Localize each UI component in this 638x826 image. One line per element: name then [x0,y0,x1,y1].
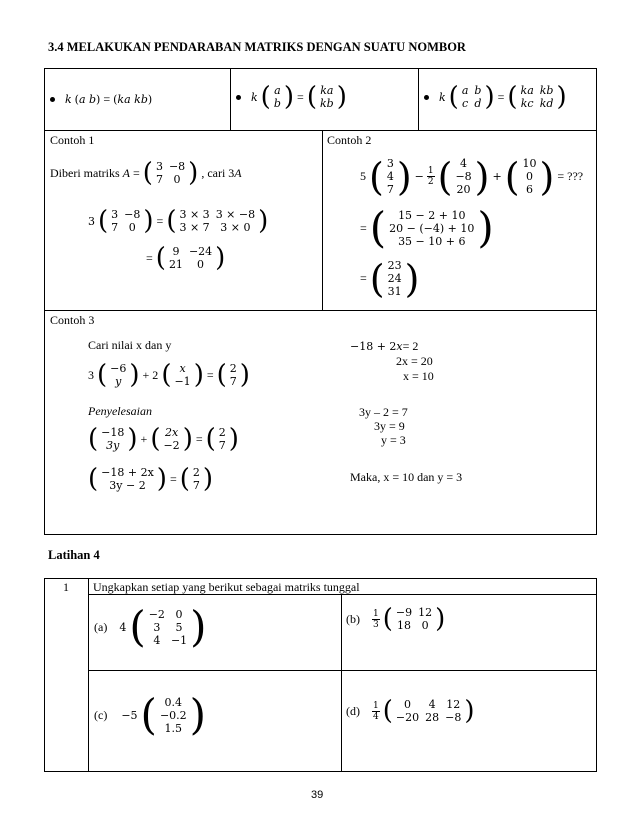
matrix-entry: −9 [395,606,413,619]
matrix-entry: 2 [229,362,237,375]
right-bracket: ) [404,256,420,301]
question-c: (c) −5 ( 0.4 −0.2 1.5 ) [94,690,207,739]
matrix-entry: 3y − 2 [109,479,146,492]
left-bracket: ( [140,690,157,739]
left-bracket: ( [150,424,161,454]
bullet-icon [236,95,241,100]
question-d: (d) $\frac{1}{4}$ ( 0 4 12 −20 28 −8 ) [346,696,475,726]
matrix [166,208,268,234]
matrix-entry: 0 [421,619,429,632]
matrix-entry: −8 [168,160,186,173]
vector [206,426,239,452]
contoh-2-expression: 5 ( 3 4 7 ) − $\frac{1}{2}$ ( 4 −8 20 ) + ( 10 0 6 ) = ??? [360,154,584,199]
matrix-entry: 0.4 [164,695,183,709]
matrix-entry: 2 [218,426,226,439]
solve-line-1: −18 + 2𝑥 = 2 [350,339,419,353]
right-bracket: ) [190,602,207,651]
rule-3: k ( a b c d ) = ( ka kb kc kd ) [424,84,570,110]
contoh-3-equation: 3 ( −6 y ) + 2 ( x −1 ) = ( 2 7 ) [88,360,250,390]
matrix [129,602,207,651]
right-bracket: ) [435,604,446,634]
contoh-1-title: Contoh 1 [50,133,95,147]
matrix-entry: b [273,97,281,110]
matrix-entry: 0 [175,607,183,621]
right-bracket: ) [182,424,193,454]
left-bracket: ( [205,424,216,454]
matrix-entry: 3 × 3 [179,208,210,221]
matrix-entry: 0 [173,173,181,186]
contoh-3-step-2: ( −18 + 2x 3y − 2 ) = ( 2 7 ) [88,464,214,494]
matrix [261,84,294,110]
solve-conclusion: Maka, x = 10 dan y = 3 [350,470,463,484]
vector [88,466,167,492]
contoh-2-step: = ( 15 − 2 + 10 20 − (−4) + 10 35 − 10 + 6 ) [360,203,494,252]
matrix-entry: c [462,97,469,110]
right-bracket: ) [215,243,226,273]
right-bracket: ) [556,82,567,112]
vector [369,154,412,199]
matrix-entry: 28 [425,711,440,724]
matrix-entry: −2 [163,439,180,452]
matrix-entry: 0 [128,221,136,234]
right-bracket: ) [474,154,490,199]
matrix-entry: 18 [397,619,411,632]
matrix-entry: −18 [101,426,125,439]
matrix-entry: 20 [456,183,471,196]
left-bracket: ( [142,158,153,188]
matrix [449,84,495,110]
question-number: 1 [63,580,69,594]
contoh-1-result: = ( 9 −24 21 0 ) [146,243,226,273]
right-bracket: ) [464,696,475,726]
latihan-heading: Latihan 4 [48,548,100,562]
matrix-entry: 4 [428,698,436,711]
matrix-entry: 3 [155,160,163,173]
bullet-icon [50,97,55,102]
matrix-entry: kb [319,97,334,110]
left-bracket: ( [260,82,271,112]
solve-line-5: 3y = 9 [374,419,405,433]
left-bracket: ( [161,360,172,390]
left-bracket: ( [437,154,453,199]
contoh-3-title: Contoh 3 [50,313,95,327]
left-bracket: ( [448,82,459,112]
matrix-entry: kb [539,84,554,97]
left-bracket: ( [382,696,393,726]
left-bracket: ( [382,604,393,634]
matrix-entry: 1.5 [164,721,183,735]
matrix-entry: 7 [218,439,226,452]
matrix-entry: 20 − (−4) + 10 [389,221,475,235]
matrix-entry: 7 [386,183,394,196]
page-number: 39 [311,789,324,801]
matrix-entry: −20 [395,711,420,724]
matrix-entry: 6 [526,183,534,196]
matrix-entry: −18 + 2x [101,466,154,479]
matrix-entry: d [474,97,482,110]
matrix [307,84,347,110]
matrix-entry: a [274,84,281,97]
matrix-entry: −2 [148,607,165,621]
question-a: (a) 4 ( −2 0 3 5 4 −1 ) [94,602,207,651]
vector [97,362,140,388]
matrix-entry: 4 [153,633,161,647]
matrix-entry: kd [539,97,554,110]
vector [217,362,250,388]
right-bracket: ) [127,424,138,454]
right-bracket: ) [239,360,250,390]
left-bracket: ( [98,206,109,236]
contoh-1-given: Diberi matriks A = ( 3 −8 7 0 ) , cari 3 A [50,158,242,188]
right-bracket: ) [143,206,154,236]
contoh-3-step-1: ( −18 3y ) + ( 2x −2 ) = ( 2 7 ) [88,424,239,454]
matrix-entry: 0 [404,698,411,711]
matrix [507,84,566,110]
matrix-entry: 12 [418,606,433,619]
fraction: $\frac{1}{4}$ [373,700,379,722]
matrix-entry: 5 [175,620,183,634]
matrix-entry: 3 [386,157,394,170]
matrix-entry: 35 − 10 + 6 [398,234,466,248]
matrix-entry: 4 [460,157,468,170]
matrix-A [143,160,199,186]
fraction: $\frac{1}{2}$ [427,166,434,187]
matrix-entry: 0 [197,258,205,271]
matrix-entry: 3 × 7 [179,221,210,234]
left-bracket: ( [97,360,108,390]
matrix-entry: 9 [172,245,180,258]
matrix-entry: −8 [445,711,462,724]
left-bracket: ( [129,602,146,651]
left-bracket: ( [166,206,177,236]
solve-line-2: 2x = 20 [396,354,433,368]
right-bracket: ) [156,464,167,494]
question-instruction: Ungkapkan setiap yang berikut sebagai matriks tunggal [93,580,360,594]
matrix-entry: 7 [229,375,237,388]
matrix-entry: 3 × 0 [220,221,251,234]
left-bracket: ( [369,203,387,252]
matrix-entry: 23 [387,259,402,272]
matrix-entry: ka [320,84,334,97]
right-bracket: ) [258,206,269,236]
matrix-entry: 10 [522,157,537,170]
vector [437,154,490,199]
vector [180,466,213,492]
matrix-entry: b [474,84,482,97]
right-bracket: ) [539,154,555,199]
left-bracket: ( [369,154,384,199]
matrix-entry: x [179,362,186,375]
vector [161,362,204,388]
left-bracket: ( [88,464,99,494]
matrix-entry: 7 [155,173,163,186]
left-bracket: ( [216,360,227,390]
solve-line-4: 3y – 2 = 7 [359,405,408,419]
matrix-entry: −1 [174,375,191,388]
right-bracket: ) [477,203,494,252]
fraction: $\frac{1}{3}$ [373,608,379,630]
left-bracket: ( [88,424,99,454]
matrix-entry: −6 [110,362,127,375]
matrix-entry: 12 [446,698,461,711]
right-bracket: ) [283,82,295,112]
matrix-entry: −24 [188,245,213,258]
left-bracket: ( [306,82,317,112]
matrix-entry: kc [520,97,534,110]
matrix-entry: 24 [387,272,402,285]
matrix-entry: 0 [526,170,534,183]
rule-1: k (𝑎 𝑏) = (𝑘𝑎 𝑘𝑏) [50,92,155,107]
bullet-icon [424,95,429,100]
matrix-entry: a [461,84,469,97]
penyelesaian-label: Penyelesaian [88,404,152,418]
examples-box [44,68,597,535]
vector [140,690,207,739]
right-bracket: ) [228,424,239,454]
matrix [156,245,226,271]
matrix-entry: 2x [164,426,179,439]
contoh-3-task: Cari nilai x dan y [88,338,172,352]
matrix [98,208,154,234]
matrix-entry: ka [520,84,534,97]
right-bracket: ) [188,158,199,188]
contoh-2-result: = ( 23 24 31 ) [360,256,420,301]
vector [504,154,555,199]
solve-line-6: y = 3 [381,433,406,447]
matrix-entry: 2 [192,466,200,479]
right-bracket: ) [189,690,207,739]
matrix [383,698,475,724]
matrix-entry: 3 [111,208,119,221]
left-bracket: ( [504,154,520,199]
right-bracket: ) [484,82,495,112]
section-heading: 3.4 MELAKUKAN PENDARABAN MATRIKS DENGAN SUATU NOMBOR [48,40,466,54]
matrix-entry: y [115,375,122,388]
left-bracket: ( [155,243,166,273]
left-bracket: ( [507,82,518,112]
left-bracket: ( [179,464,190,494]
vector [369,256,420,301]
right-bracket: ) [202,464,214,494]
matrix-entry: −8 [124,208,141,221]
left-bracket: ( [369,256,385,301]
matrix-entry: 3y [106,439,120,452]
contoh-2-title: Contoh 2 [327,133,372,147]
vector [150,426,193,452]
solve-line-3: x = 10 [403,369,434,383]
rule-2: k ( a b ) = ( ka kb ) [236,84,350,110]
matrix-entry: 3 [153,620,161,634]
question-b: (b) $\frac{1}{3}$ ( −9 12 18 0 ) [346,604,446,634]
matrix-entry: −1 [170,633,188,647]
right-bracket: ) [336,82,347,112]
matrix-entry: −8 [455,170,472,183]
vector [369,203,494,252]
matrix-entry: 21 [168,258,183,271]
matrix-entry: 7 [192,479,200,492]
contoh-1-step: 3 ( 3 −8 7 0 ) = ( 3 × 3 3 × −8 3 × 7 3 × 0 ) [88,206,269,236]
vector [88,426,138,452]
right-bracket: ) [396,154,412,199]
matrix [383,606,446,632]
matrix-entry: 31 [387,285,402,298]
matrix-entry: 7 [111,221,119,234]
right-bracket: ) [193,360,204,390]
matrix-entry: 3 × −8 [215,208,256,221]
matrix-entry: 15 − 2 + 10 [398,208,466,222]
matrix-entry: −0.2 [159,708,187,722]
matrix-entry: 4 [386,170,394,183]
right-bracket: ) [129,360,140,390]
